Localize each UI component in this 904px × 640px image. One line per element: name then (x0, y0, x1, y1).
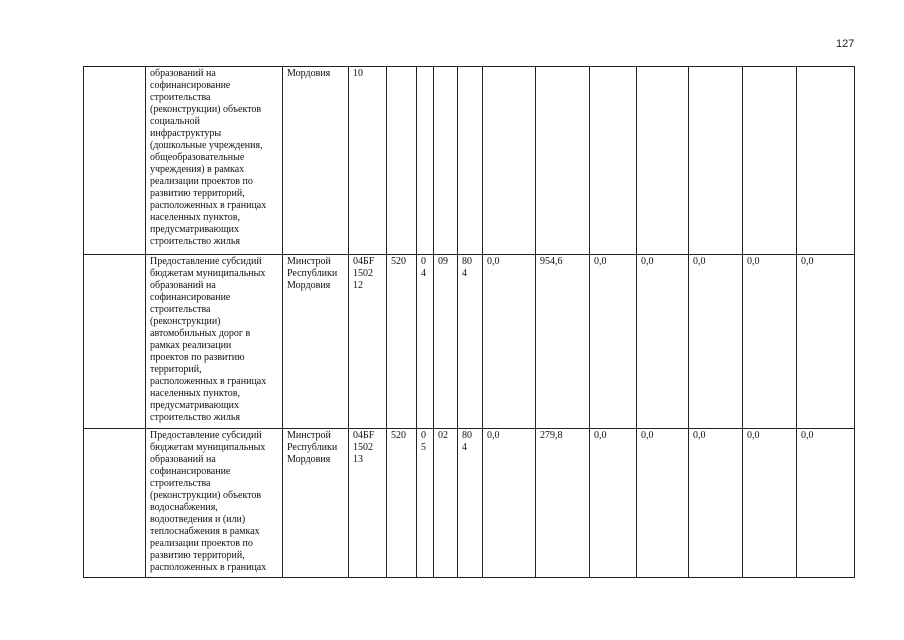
value-cell (637, 67, 689, 255)
kvr-cell: 520 (387, 429, 417, 578)
table-row (84, 67, 855, 255)
measure-name-cell: Предоставление субсидий бюджетам муниципальных образований на софинансирование строительства (реконструкции) объектов водоснабжения, водоотведения и (или) теплоснабжения в рамках реализации проектов по развитию территорий, расположенных в границах (146, 429, 283, 578)
row-number-cell (84, 255, 146, 429)
kcsr-cell: 10 (349, 67, 387, 255)
value-cell (536, 67, 590, 255)
value-cell: 0,0 (689, 255, 743, 429)
row-number-cell (84, 67, 146, 255)
value-cell: 0,0 (743, 429, 797, 578)
value-cell: 0,0 (743, 255, 797, 429)
kvr-cell (387, 67, 417, 255)
value-cell (590, 67, 637, 255)
value-cell: 0,0 (637, 429, 689, 578)
value-cell (689, 67, 743, 255)
kosgu-cell: 80 4 (458, 429, 483, 578)
budget-table (83, 66, 855, 578)
value-cell (743, 67, 797, 255)
value-cell: 0,0 (483, 255, 536, 429)
value-cell: 279,8 (536, 429, 590, 578)
table-row (84, 255, 855, 429)
kcsr-cell: 04БF 1502 13 (349, 429, 387, 578)
table-row (84, 429, 855, 578)
pr-cell: 09 (434, 255, 458, 429)
measure-name-cell: образований на софинансирование строительства (реконструкции) объектов социальной инфраструктуры (дошкольные учреждения, общеобразовательные учреждения) в рамках реализации проектов по развитию территорий, расположенных в границах населенных пунктов, предусматривающих строительство жилья (146, 67, 283, 255)
pr-cell (434, 67, 458, 255)
executor-cell: Минстрой Республики Мордовия (283, 255, 349, 429)
kosgu-cell (458, 67, 483, 255)
value-cell (797, 67, 855, 255)
kosgu-cell: 80 4 (458, 255, 483, 429)
pr-cell: 02 (434, 429, 458, 578)
executor-cell: Мордовия (283, 67, 349, 255)
value-cell: 0,0 (590, 429, 637, 578)
measure-name-cell: Предоставление субсидий бюджетам муниципальных образований на софинансирование строительства (реконструкции) автомобильных дорог в рамках реализации проектов по развитию территорий, расположенных в границах населенных пунктов, предусматривающих строительство жилья (146, 255, 283, 429)
value-cell: 0,0 (590, 255, 637, 429)
executor-cell: Минстрой Республики Мордовия (283, 429, 349, 578)
value-cell: 0,0 (483, 429, 536, 578)
value-cell: 0,0 (637, 255, 689, 429)
page-number: 127 (836, 38, 855, 50)
rz-cell: 0 5 (417, 429, 434, 578)
kvr-cell: 520 (387, 255, 417, 429)
value-cell: 954,6 (536, 255, 590, 429)
value-cell: 0,0 (797, 255, 855, 429)
kcsr-cell: 04БF 1502 12 (349, 255, 387, 429)
rz-cell (417, 67, 434, 255)
value-cell (483, 67, 536, 255)
value-cell: 0,0 (689, 429, 743, 578)
row-number-cell (84, 429, 146, 578)
rz-cell: 0 4 (417, 255, 434, 429)
value-cell: 0,0 (797, 429, 855, 578)
